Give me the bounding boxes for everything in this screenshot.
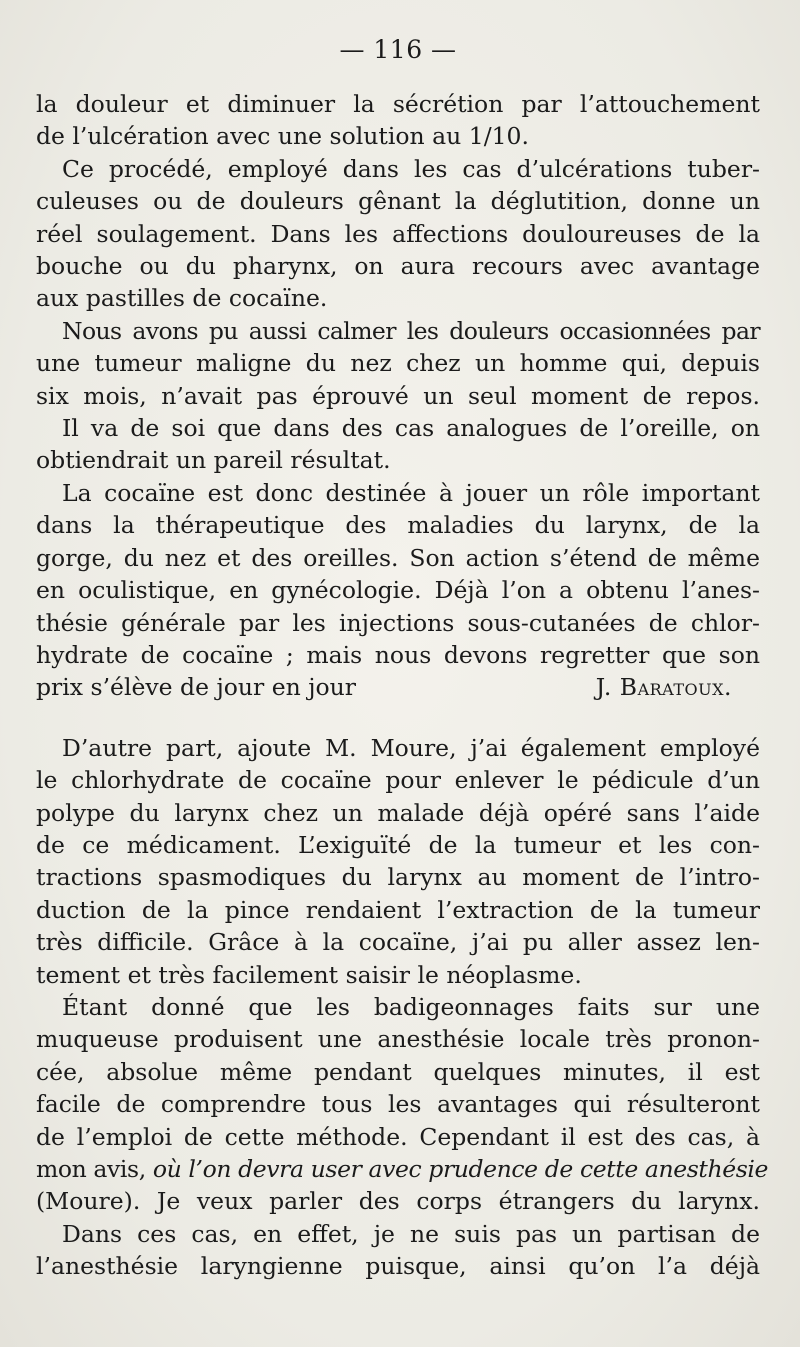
author-signature: J. Baratoux. [595,673,732,702]
text-line: tractions spasmodiques du larynx au moment de l’intro- [36,863,760,892]
paragraph-6 [36,732,760,991]
text-line: gorge, du nez et des oreilles. Son action s’étend de même [36,543,760,572]
text-line: D’autre part, ajoute M. Moure, j’ai également employé [62,733,760,762]
text-line: bouche ou du pharynx, on aura recours avec avantage [36,252,760,281]
paragraph-2 [36,153,760,315]
paragraph-7 [36,991,768,1218]
text-line: de l’ulcération avec une solution au 1/10. [36,122,529,151]
text-line: très difficile. Grâce à la cocaïne, j’ai pu aller assez len- [36,928,760,957]
text-line: de l’emploi de cette méthode. Cependant il est des cas, à [36,1122,760,1151]
text-line: duction de la pince rendaient l’extraction de la tumeur [36,895,760,924]
signature-line [36,671,760,703]
text-line: thésie générale par les injections sous-cutanées de chlor- [36,608,760,637]
text-line: une tumeur maligne du nez chez un homme qui, depuis [36,349,760,378]
text-line: hydrate de cocaïne ; mais nous devons regretter que son [36,640,760,669]
text-line: Étant donné que les badigeonnages faits sur une [62,992,760,1021]
text-line: de ce médicament. L’exiguïté de la tumeur et les con- [36,830,760,859]
italic-text: où l’on devra user avec prudence de cette anesthésie [152,1155,768,1183]
text-line: l’anesthésie laryngienne puisque, ainsi qu’on l’a déjà [36,1252,760,1281]
text-line: aux pastilles de cocaïne. [36,284,328,313]
paragraph-4 [36,412,760,477]
text-line: Dans ces cas, en effet, je ne suis pas un partisan de [62,1219,760,1248]
text-line: la douleur et diminuer la sécrétion par l’attouchement [36,90,760,118]
paragraph-3 [36,315,760,412]
paragraph-1 [36,88,760,153]
text-line: en oculistique, en gynécologie. Déjà l’on a obtenu l’anes- [36,576,760,605]
text-line: Il va de soi que dans des cas analogues de l’oreille, on [62,414,760,443]
text-line: tement et très facilement saisir le néoplasme. [36,960,582,989]
text-line: dans la thérapeutique des maladies du larynx, de la [36,511,760,540]
text-line: culeuses ou de douleurs gênant la déglutition, donne un [36,187,760,216]
text-line: polype du larynx chez un malade déjà opéré sans l’aide [36,798,760,827]
section-gap [36,704,760,732]
text-line: cée, absolue même pendant quelques minutes, il est [36,1057,760,1086]
text-line: (Moure). Je veux parler des corps étrangers du larynx. [36,1187,760,1216]
text-line: Nous avons pu aussi calmer les douleurs occasionnées par [62,316,760,345]
text-line: muqueuse produisent une anesthésie locale très pronon- [36,1025,760,1054]
mixed-text-line [36,1153,768,1185]
paragraph-8 [36,1218,760,1283]
text-span: mon avis, [36,1155,153,1183]
text-line: obtiendrait un pareil résultat. [36,446,391,475]
text-line: réel soulagement. Dans les affections douloureuses de la [36,219,760,248]
text-line: facile de comprendre tous les avantages qui résulteront [36,1090,760,1119]
paragraph-5 [36,477,760,704]
text-line: le chlorhydrate de cocaïne pour enlever le pédicule d’un [36,766,760,795]
text-line: La cocaïne est donc destinée à jouer un rôle important [62,478,760,507]
text-line: prix s’élève de jour en jour [36,673,357,702]
page-number: — 116 — [339,35,457,64]
text-line: six mois, n’avait pas éprouvé un seul moment de repos. [36,381,760,410]
text-line: Ce procédé, employé dans les cas d’ulcérations tuber- [62,154,760,183]
